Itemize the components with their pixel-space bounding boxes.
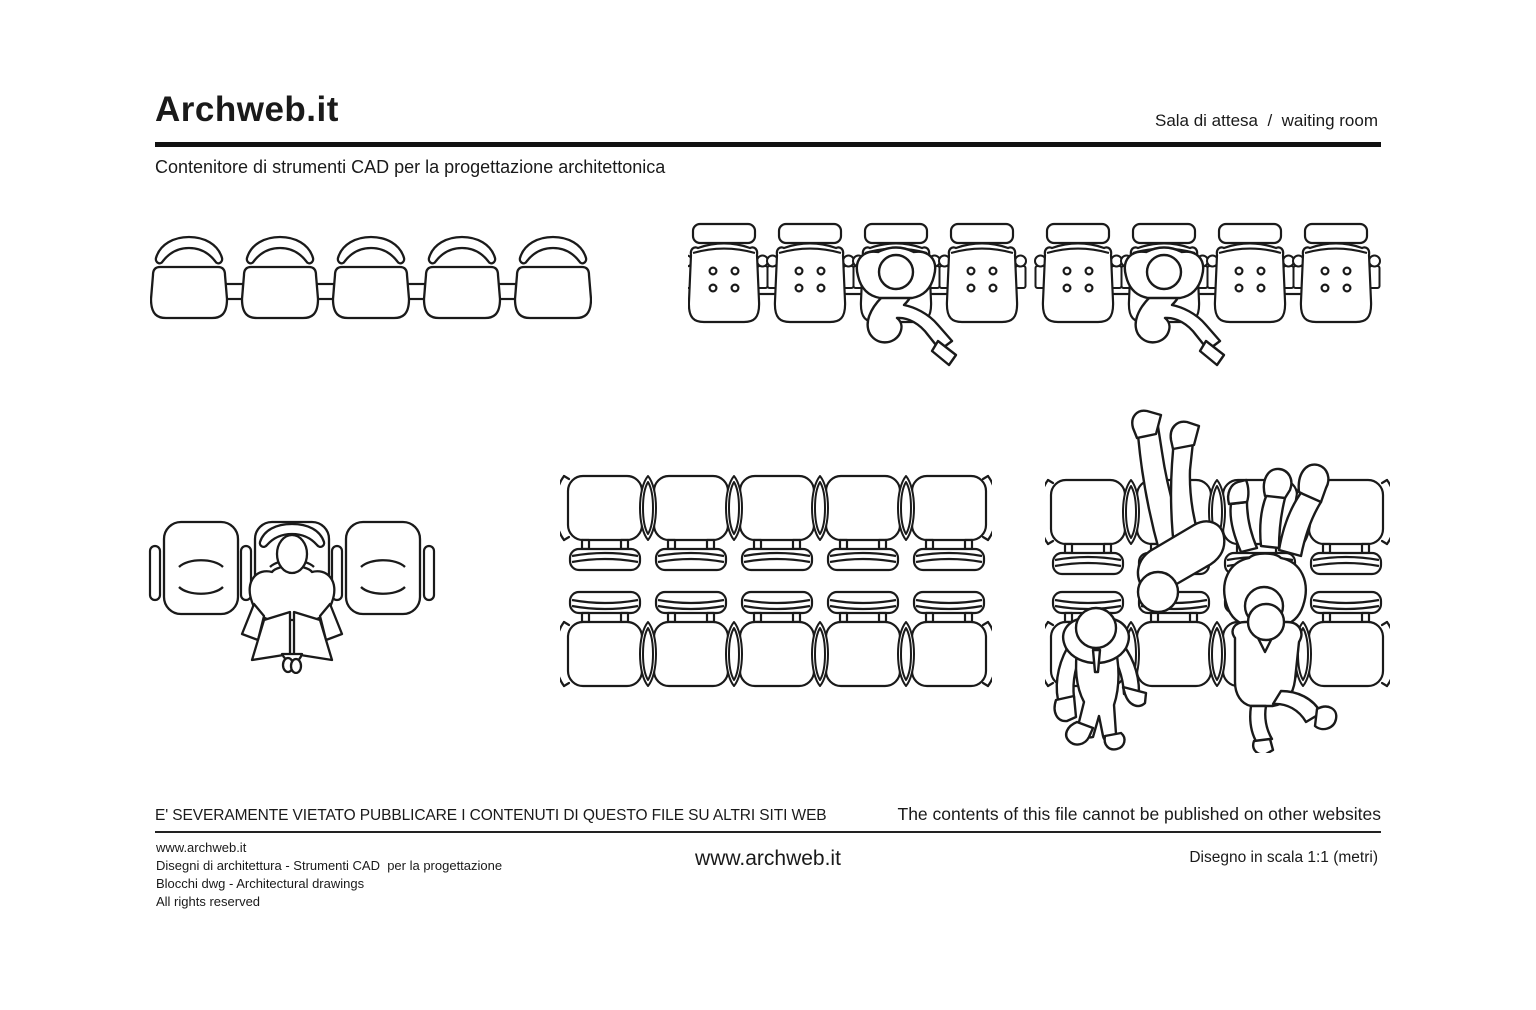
info-line-2: Blocchi dwg - Architectural drawings <box>156 876 365 891</box>
drawing-double-row-with-people <box>1045 408 1390 753</box>
info-site: www.archweb.it <box>156 840 247 855</box>
chair <box>1215 224 1285 322</box>
sheet-title: Sala di attesa / waiting room <box>1154 111 1378 130</box>
armchair <box>164 522 238 614</box>
chair <box>424 237 500 318</box>
chair <box>333 237 409 318</box>
drawing-tufted-chair-row <box>688 222 1388 370</box>
warning-english: The contents of this file cannot be published on other websites <box>897 804 1381 824</box>
chair <box>515 237 591 318</box>
header-rule <box>155 142 1381 147</box>
copyright-warning <box>155 804 1381 825</box>
drawing-beam-seat-row <box>150 233 592 323</box>
info-line-3: All rights reserved <box>156 894 261 909</box>
footer-rule <box>155 831 1381 833</box>
site-url: www.archweb.it <box>695 847 841 870</box>
armchair <box>346 522 420 614</box>
info-line-1: Disegni di architettura - Strumenti CAD per la progettazione <box>156 858 503 873</box>
chair <box>689 224 759 322</box>
drawing-armchairs-reader <box>148 512 436 674</box>
sheet-subtitle: Contenitore di strumenti CAD per la progettazione architettonica <box>155 157 666 177</box>
chair-row-lower <box>560 592 992 686</box>
drawing-double-row-chairs <box>560 470 992 698</box>
archweb-logo: Archweb.it <box>155 90 339 129</box>
chair <box>151 237 227 318</box>
chair <box>1043 224 1113 322</box>
chair <box>242 237 318 318</box>
scale-note: Disegno in scala 1:1 (metri) <box>1189 849 1378 866</box>
chair <box>947 224 1017 322</box>
warning-italian: E' SEVERAMENTE VIETATO PUBBLICARE I CONTENUTI DI QUESTO FILE SU ALTRI SITI WEB <box>155 807 827 824</box>
chair <box>1301 224 1371 322</box>
chair-row-upper <box>560 476 992 570</box>
chair <box>775 224 845 322</box>
